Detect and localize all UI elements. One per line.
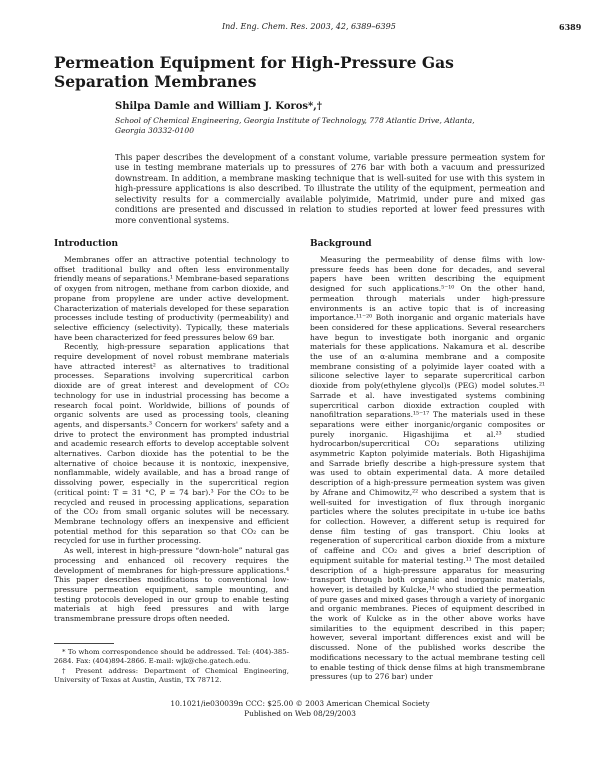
page-number: 6389	[559, 22, 582, 32]
article-title: Permeation Equipment for High-Pressure Gas Separation Membranes	[54, 53, 454, 91]
right-column	[310, 239, 545, 682]
author-list: Shilpa Damle and William J. Koros*,†	[115, 101, 323, 112]
intro-paragraph: As well, interest in high-pressure “down-hole” natural gas processing and enhanced oil recovery requires the development of membranes for high-pressure applications.⁴ This paper describes modifications to conventional low-pressure permeation equipment, sample mounting, and testing protocols developed in our group to enable testing materials at high feed pressures and with large transmembrane pressure drops often needed.	[54, 546, 289, 624]
abstract: This paper describes the development of a constant volume, variable pressure permeation system for use in testing membrane materials up to pressures of 276 bar with both a vacuum and pressurized downstream. In addition, a membrane masking technique that is well-suited for use with this system in high-pressure applications is also described. To illustrate the utility of the equipment, permeation and selectivity results for a commercially available polyimide, Matrimid, under pure and mixed gas conditions are presented and discussed in relation to studies reported at lower feed pressures with more conventional systems.	[115, 152, 545, 225]
published-on-web-line: Published on Web 08/29/2003	[244, 708, 356, 718]
left-column	[54, 239, 289, 624]
footnote-rule	[54, 643, 114, 644]
journal-citation: Ind. Eng. Chem. Res. 2003, 42, 6389–6395	[222, 22, 396, 31]
background-paragraph: Measuring the permeability of dense films with low-pressure feeds has been done for decades, and several papers have been written describing the equipment designed for such applications.⁵⁻¹⁰ On the other hand, permeation through materials under high-pressure environments is an active topic that is of increasing importance.¹¹⁻²⁰ Both inorganic and organic materials have been considered for these applications. Several researchers have begun to investigate both inorganic and organic materials for these applications. Nakamura et al. describe the use of an α-alumina membrane and a composite membrane consisting of a polyimide layer coated with a silicone selective layer to separate supercritical carbon dioxide from poly(ethylene glycol)s (PEG) model solutes.²¹ Sarrade et al. have investigated systems combining supercritical carbon dioxide extraction coupled with nanofiltration separations.¹⁵⁻¹⁷ The materials used in these separations were either inorganic/organic composites or purely inorganic. Higashijima et al.²³ studied hydrocarbon/supercritical CO₂ separations utilizing asymmetric Kapton polyimide materials. Both Higashijima and Sarrade briefly describe a high-pressure system that was used to obtain experimental data. A more detailed description of a high-pressure permeation system was given by Afrane and Chimowitz,²² who described a system that is well-suited for investigation of flux through inorganic particles where the solutes precipitate in u-tube ice baths for collection. However, a different setup is required for dense film testing of gas transport. Chiu looks at regeneration of supercritical carbon dioxide from a mixture of caffeine and CO₂ and gives a brief description of equipment suitable for material testing.¹¹ The most detailed description of a high-pressure apparatus for measuring transport through both organic and inorganic materials, however, is detailed by Kulcke,¹⁴ who studied the permeation of pure gases and mixed gases through a variety of inorganic and organic membranes. Pieces of equipment described in the work of Kulcke as in the other above works have similarities to the equipment described in this paper; however, several important differences exist and will be discussed. None of the published works describe the modifications necessary to the actual membrane testing cell to enable testing of thick dense films at high transmembrane pressures (up to 276 bar) under	[310, 255, 545, 682]
doi-copyright-line: 10.1021/ie030039n CCC: $25.00 © 2003 American Chemical Society	[170, 699, 430, 708]
intro-paragraph: Membranes offer an attractive potential technology to offset traditional bulky and often less environmentally friendly means of separations.¹ Membrane-based separations of oxygen from nitrogen, methane from carbon dioxide, and propane from propylene are under active development. Characterization of materials developed for these separation processes include testing of productivity (permeability) and selective efficiency (selectivity). Typically, these materials have been characterized for feed pressures below 69 bar.	[54, 255, 289, 342]
footnote-present-address: † Present address: Department of Chemical Engineering, University of Texas at Austin, Austin, TX 78712.	[54, 667, 289, 684]
section-heading-introduction: Introduction	[54, 239, 119, 249]
section-heading-background: Background	[310, 239, 372, 249]
footnotes	[54, 648, 289, 686]
publication-footer	[0, 699, 600, 718]
intro-paragraph: Recently, high-pressure separation applications that require development of novel robust membrane materials have attracted interest² as alternatives to traditional processes. Separations involving supercritical carbon dioxide are of great interest and development of CO₂ technology for use in industrial processing has become a research focal point. Worldwide, billions of pounds of organic solvents are used as processing tools, cleaning agents, and dispersants.³ Concern for workers' safety and a drive to protect the environment has prompted industrial and academic research efforts to develop acceptable solvent alternatives. Carbon dioxide has the potential to be the alternative of choice because it is nontoxic, inexpensive, nonflammable, widely available, and has a broad range of dissolving power, especially in the supercritical region (critical point: T = 31 °C, P = 74 bar).³ For the CO₂ to be recycled and reused in processing applications, separation of the CO₂ from small organic solutes will be necessary. Membrane technology offers an inexpensive and efficient potential method for this separation so that CO₂ can be recycled for use in further processing.	[54, 342, 289, 546]
footnote-correspondence: * To whom correspondence should be addressed. Tel: (404)-385-2684. Fax: (404)894-2866. E-mail: wjk@che.gatech.edu.	[54, 648, 289, 665]
author-affiliation: School of Chemical Engineering, Georgia Institute of Technology, 778 Atlantic Drive, Atlanta, Georgia 30332-0100	[115, 116, 475, 135]
